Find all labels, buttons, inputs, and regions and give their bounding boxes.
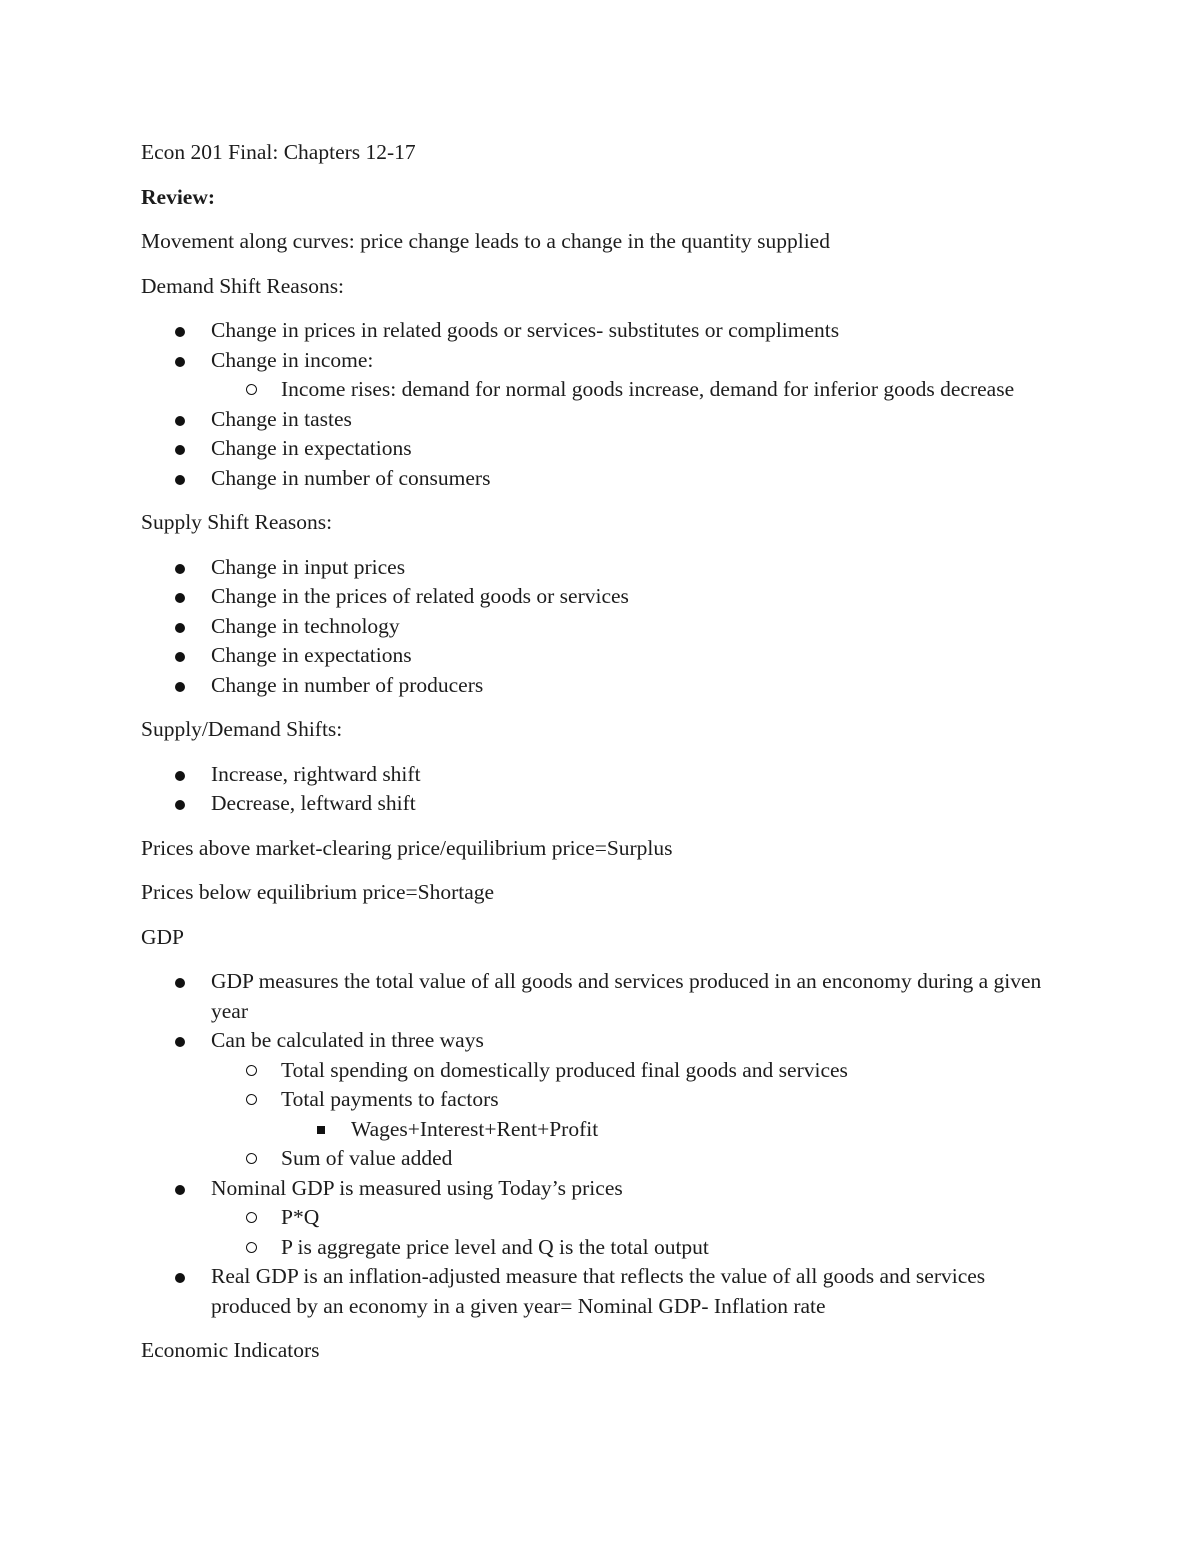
sub-list-item: Sum of value added	[211, 1144, 1061, 1174]
list-item: GDP measures the total value of all goods and services produced in an enconomy during a given year	[141, 967, 1061, 1026]
indicators-heading: Economic Indicators	[141, 1338, 320, 1362]
sub-list-item: Total payments to factors Wages+Interest+Rent+Profit	[211, 1085, 1061, 1144]
list-item: Change in tastes	[141, 405, 1061, 435]
bullet-icon	[175, 800, 185, 810]
list-item: Change in the prices of related goods or services	[141, 582, 1061, 612]
list-item: Change in expectations	[141, 641, 1061, 671]
gdp-list	[141, 967, 1061, 1321]
circle-bullet-icon	[246, 1065, 257, 1076]
doc-title: Econ 201 Final: Chapters 12-17	[141, 140, 416, 164]
factors-sublist	[281, 1115, 1061, 1145]
bullet-icon	[175, 593, 185, 603]
circle-bullet-icon	[246, 1153, 257, 1164]
demand-heading: Demand Shift Reasons:	[141, 273, 345, 298]
bullet-icon	[175, 623, 185, 633]
list-item: Nominal GDP is measured using Today’s prices P*Q P is aggregate price level and Q is the total output	[141, 1174, 1061, 1263]
circle-bullet-icon	[246, 1212, 257, 1223]
list-item: Increase, rightward shift	[141, 760, 1061, 790]
bullet-icon	[175, 1273, 185, 1283]
movement-text: Movement along curves: price change leads to a change in the quantity supplied	[141, 229, 830, 253]
bullet-icon	[175, 475, 185, 485]
list-item: Change in input prices	[141, 553, 1061, 583]
sub-sub-list-item: Wages+Interest+Rent+Profit	[281, 1115, 1061, 1145]
sub-list-item: P is aggregate price level and Q is the total output	[211, 1233, 1061, 1263]
circle-bullet-icon	[246, 384, 257, 395]
list-item: Decrease, leftward shift	[141, 789, 1061, 819]
demand-list	[141, 316, 1061, 493]
sub-list-item: Income rises: demand for normal goods increase, demand for inferior goods decrease	[211, 375, 1061, 405]
ways-sublist	[211, 1056, 1061, 1174]
list-item: Change in number of consumers	[141, 464, 1061, 494]
gdp-heading: GDP	[141, 924, 185, 949]
bullet-icon	[175, 357, 185, 367]
bullet-icon	[175, 652, 185, 662]
supply-list	[141, 553, 1061, 701]
sub-list-item: Total spending on domestically produced final goods and services	[211, 1056, 1061, 1086]
bullet-icon	[175, 682, 185, 692]
bullet-icon	[175, 416, 185, 426]
list-item: Change in income: Income rises: demand for normal goods increase, demand for inferior goods decrease	[141, 346, 1061, 405]
shifts-list	[141, 760, 1061, 819]
surplus-text: Prices above market-clearing price/equilibrium price=Surplus	[141, 835, 673, 860]
circle-bullet-icon	[246, 1242, 257, 1253]
bullet-icon	[175, 327, 185, 337]
bullet-icon	[175, 978, 185, 988]
sub-list-item: P*Q	[211, 1203, 1061, 1233]
bullet-icon	[175, 771, 185, 781]
document-page	[141, 138, 1061, 1381]
list-item: Change in expectations	[141, 434, 1061, 464]
bullet-icon	[175, 445, 185, 455]
nominal-sublist	[211, 1203, 1061, 1262]
list-item: Change in technology	[141, 612, 1061, 642]
review-heading: Review:	[141, 184, 216, 209]
bullet-icon	[175, 1037, 185, 1047]
income-sublist	[211, 375, 1061, 405]
bullet-icon	[175, 564, 185, 574]
circle-bullet-icon	[246, 1094, 257, 1105]
list-item: Change in number of producers	[141, 671, 1061, 701]
list-item: Real GDP is an inflation-adjusted measure that reflects the value of all goods and services produced by an economy in a given year= Nominal GDP- Inflation rate	[141, 1262, 1061, 1321]
list-item: Change in prices in related goods or services- substitutes or compliments	[141, 316, 1061, 346]
shortage-text: Prices below equilibrium price=Shortage	[141, 880, 495, 904]
shifts-heading: Supply/Demand Shifts:	[141, 717, 343, 741]
square-bullet-icon	[317, 1126, 325, 1134]
supply-heading: Supply Shift Reasons:	[141, 510, 333, 534]
list-item: Can be calculated in three ways Total spending on domestically produced final goods and services Total payments to factors Wages+Interest+Rent+Profit Sum of value added	[141, 1026, 1061, 1174]
bullet-icon	[175, 1185, 185, 1195]
